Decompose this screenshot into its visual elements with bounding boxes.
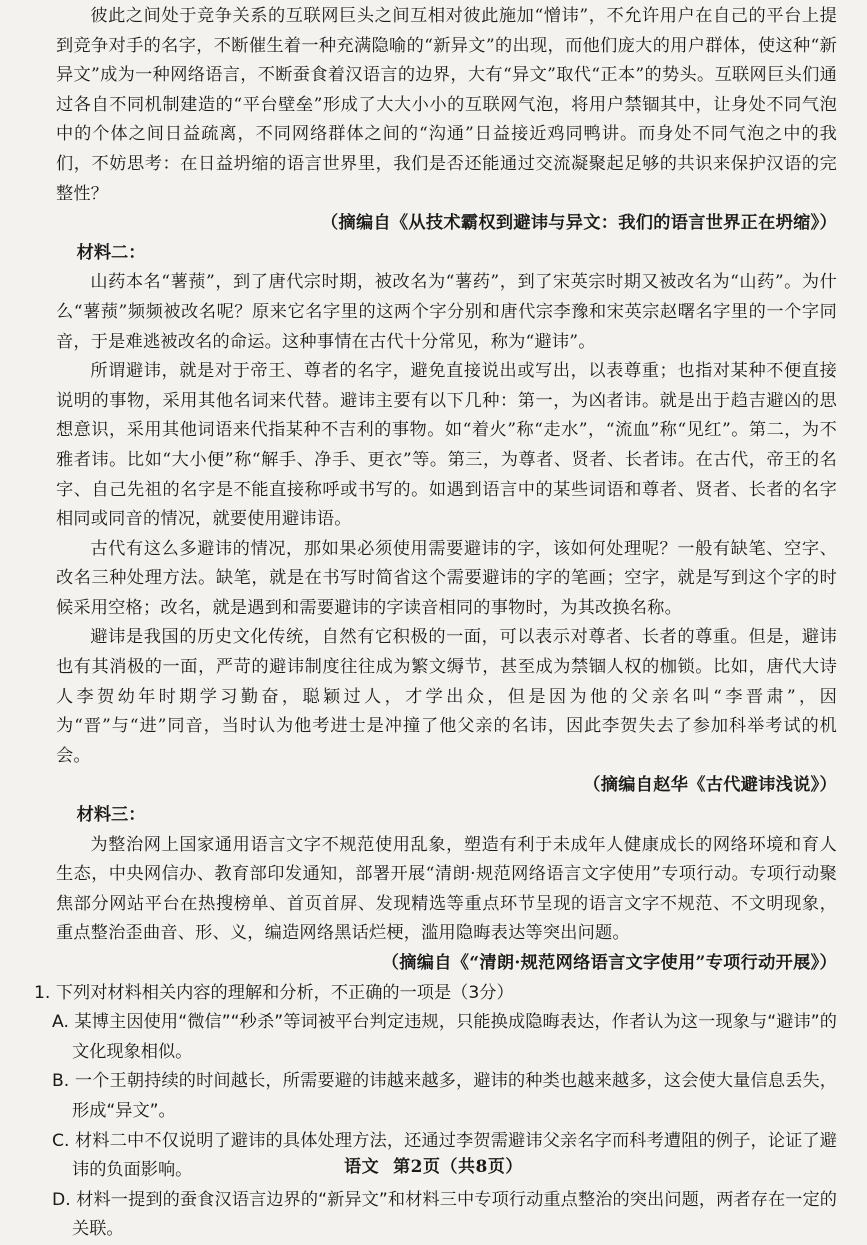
page-content <box>34 2 837 1245</box>
option-b: B. 一个王朝持续的时间越长，所需要避的讳越来越多，避讳的种类也越来越多，这会使大量信息丢失，形成“异文”。 <box>52 1071 837 1121</box>
material1-source: （摘编自《从技术霸权到避讳与异文：我们的语言世界正在坍缩》） <box>320 213 837 234</box>
question-1-stem: 1. 下列对材料相关内容的理解和分析，不正确的一项是（3分） <box>34 982 514 1003</box>
material2-heading: 材料二： <box>76 242 146 263</box>
footer-page-number: 第2页（共8页） <box>393 1157 523 1177</box>
material2-source: （摘编自赵华《古代避讳浅说》） <box>583 775 837 796</box>
option-c: C. 材料二中不仅说明了避讳的具体处理方法，还通过李贺需避讳父亲名字而科考遭阻的例子，论证了避讳的负面影响。 <box>52 1130 837 1181</box>
material3-heading: 材料三： <box>76 805 146 826</box>
option-a: A. 某博主因使用“微信”“秒杀”等词被平台判定违规，只能换成隐晦表达，作者认为这一现象与“避讳”的文化现象相似。 <box>52 1012 837 1062</box>
material2-paragraph: 古代有这么多避讳的情况，那如果必须使用需要避讳的字，该如何处理呢？一般有缺笔、空字、改名三种处理方法。缺笔，就是在书写时简省这个需要避讳的字的笔画；空字，就是写到这个字的时候采用空格；改名，就是遇到和需要避讳的字读音相同的事物时，为其改换名称。 <box>56 538 837 618</box>
material2-paragraph: 所谓避讳，就是对于帝王、尊者的名字，避免直接说出或写出，以表尊重；也指对某种不便直接说明的事物，采用其他名词来代替。避讳主要有以下几种：第一，为凶者讳。就是出于趋吉避凶的思想意识，采用其他词语来代指某种不吉利的事物。如“着火”称“走水”，“流血”称“见红”。第二，为不雅者讳。比如“大小便”称“解手、净手、更衣”等。第三，为尊者、贤者、长者讳。在古代，帝王的名字、自己先祖的名字是不能直接称呼或书写的。如遇到语言中的某些词语和尊者、贤者、长者的名字相同或同音的情况，就要使用避讳语。 <box>56 361 837 530</box>
material3-paragraph: 为整治网上国家通用语言文字不规范使用乱象，塑造有利于未成年人健康成长的网络环境和育人生态，中央网信办、教育部印发通知，部署开展“清朗·规范网络语言文字使用”专项行动。专项行动聚焦部分网站平台在热搜榜单、首页首屏、发现精选等重点环节呈现的语言文字不规范、不文明现象，重点整治歪曲音、形、义，编造网络黑话烂梗，滥用隐晦表达等突出问题。 <box>56 834 837 944</box>
material2-paragraph: 山药本名“薯蓣”，到了唐代宗时期，被改名为“薯药”，到了宋英宗时期又被改名为“山药”。为什么“薯蓣”频频被改名呢？原来它名字里的这两个字分别和唐代宗李豫和宋英宗赵曙名字里的一个字同音，于是难逃被改名的命运。这种事情在古代十分常见，称为“避讳”。 <box>56 272 837 352</box>
material3-source: （摘编自《“清朗·规范网络语言文字使用”专项行动开展》） <box>381 953 837 973</box>
material2-paragraph: 避讳是我国的历史文化传统，自然有它积极的一面，可以表示对尊者、长者的尊重。但是，避讳也有其消极的一面，严苛的避讳制度往往成为繁文缛节，甚至成为禁锢人权的枷锁。比如，唐代大诗人李贺幼年时期学习勤奋，聪颖过人，才学出众，但是因为他的父亲名叫“李晋肃”，因为“晋”与“进”同音，当时认为他考进士是冲撞了他父亲的名讳，因此李贺失去了参加科举考试的机会。 <box>56 627 837 766</box>
material1-paragraph: 彼此之间处于竞争关系的互联网巨头之间互相对彼此施加“憎讳”，不允许用户在自己的平台上提到竞争对手的名字，不断催生着一种充满隐喻的“新异文”的出现，而他们庞大的用户群体，使这种“新异文”成为一种网络语言，不断蚕食着汉语言的边界，大有“异文”取代“正本”的势头。互联网巨头们通过各自不同机制建造的“平台壁垒”形成了大大小小的互联网气泡，将用户禁锢其中，让身处不同气泡中的个体之间日益疏离，不同网络群体之间的“沟通”日益接近鸡同鸭讲。而身处不同气泡之中的我们，不妨思考：在日益坍缩的语言世界里，我们是否还能通过交流凝聚起足够的共识来保护汉语的完整性？ <box>56 6 837 204</box>
footer-subject: 语文 <box>344 1157 380 1177</box>
page-footer <box>0 1152 867 1177</box>
option-d: D. 材料一提到的蚕食汉语言边界的“新异文”和材料三中专项行动重点整治的突出问题，两者存在一定的关联。 <box>52 1189 837 1240</box>
